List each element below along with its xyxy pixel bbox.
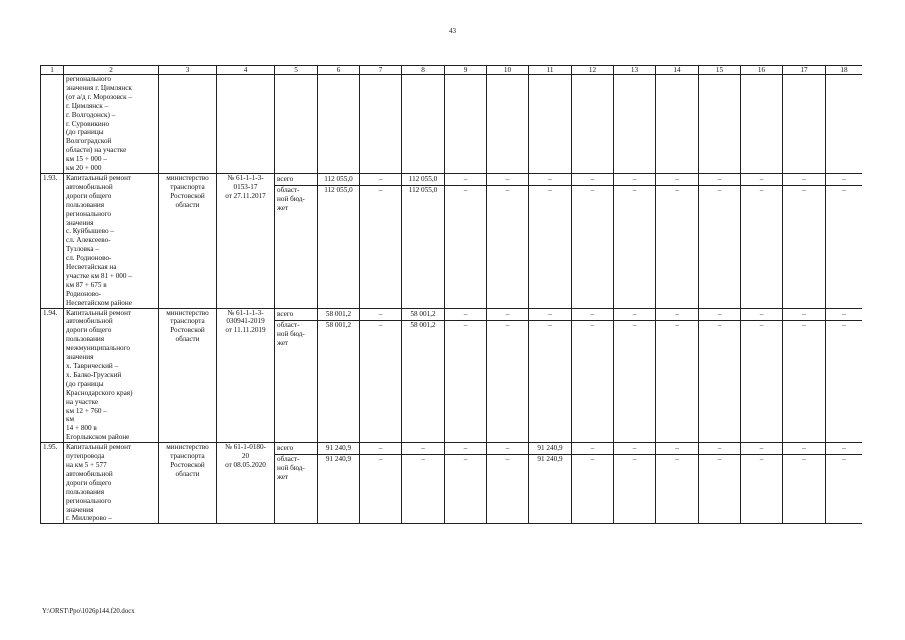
row-number: 1.95. bbox=[41, 443, 64, 524]
table-row bbox=[41, 443, 863, 524]
amount-budget: – bbox=[590, 185, 595, 194]
amount-total: – bbox=[826, 443, 862, 455]
amount-cell bbox=[360, 443, 402, 524]
amount-budget: – bbox=[632, 320, 637, 329]
amount-budget: – bbox=[802, 455, 806, 464]
source-budget-label: област- ной бюд- жет bbox=[277, 185, 305, 212]
amount-total: – bbox=[572, 174, 613, 186]
amount-budget: – bbox=[548, 320, 552, 329]
program-table bbox=[40, 65, 862, 524]
amount-total: – bbox=[614, 309, 655, 321]
empty-cell bbox=[529, 75, 572, 174]
amount-total: – bbox=[572, 309, 613, 321]
empty-cell bbox=[783, 75, 826, 174]
amount-budget: – bbox=[842, 320, 846, 329]
row-number: 1.94. bbox=[41, 308, 64, 443]
amount-budget: – bbox=[590, 320, 595, 329]
amount-cell bbox=[318, 173, 360, 308]
object-name-cell: Капитальный ремонт автомобильной дороги общего пользования регионального значения с. Куйбышево – сл. Алексеево- Тузловка – сл. Родионово- Несветайская на участке км 81 + 000 – км 87 + 675 в Родионово- Несветайском районе bbox=[64, 173, 159, 308]
amount-budget: 91 240,9 bbox=[537, 455, 563, 464]
amount-budget: – bbox=[675, 320, 679, 329]
header-cell: 2 bbox=[64, 66, 159, 75]
empty-cell bbox=[826, 75, 863, 174]
amount-total: – bbox=[445, 174, 486, 186]
object-name-cell: Капитальный ремонт автомобильной дороги общего пользования межмуниципального значения х. Таврический – х. Балко-Грузский (до границы Краснодарского края) на участке км 12 + 760 – км 14 + 800 в Егорлыкском районе bbox=[64, 308, 159, 443]
amount-total: – bbox=[445, 309, 486, 321]
header-cell: 10 bbox=[487, 66, 529, 75]
amount-cell bbox=[572, 443, 614, 524]
amount-cell bbox=[826, 308, 863, 443]
amount-budget: – bbox=[590, 455, 595, 464]
amount-budget: – bbox=[717, 320, 722, 329]
amount-total: – bbox=[529, 309, 571, 321]
amount-total: – bbox=[741, 443, 782, 455]
page-number: 43 bbox=[449, 27, 456, 35]
amount-cell bbox=[445, 443, 487, 524]
amount-total: – bbox=[445, 443, 486, 455]
file-path-footer: Y:\ORST\Ppo\1026p144.f20.docx bbox=[42, 608, 135, 615]
amount-budget: – bbox=[463, 185, 468, 194]
amount-total: – bbox=[360, 309, 401, 321]
header-cell: 9 bbox=[445, 66, 487, 75]
amount-total: – bbox=[783, 174, 825, 186]
amount-total: – bbox=[487, 309, 528, 321]
header-cell: 16 bbox=[741, 66, 783, 75]
amount-cell bbox=[360, 308, 402, 443]
header-cell: 17 bbox=[783, 66, 826, 75]
funding-source-cell bbox=[275, 173, 318, 308]
amount-budget: – bbox=[463, 320, 468, 329]
amount-budget: – bbox=[717, 455, 722, 464]
amount-cell bbox=[572, 308, 614, 443]
amount-cell bbox=[529, 173, 572, 308]
amount-budget: – bbox=[378, 320, 383, 329]
amount-total: – bbox=[699, 174, 740, 186]
amount-total: – bbox=[826, 174, 862, 186]
amount-budget: – bbox=[548, 185, 552, 194]
amount-cell bbox=[741, 443, 783, 524]
header-row bbox=[41, 66, 863, 75]
amount-cell bbox=[656, 308, 699, 443]
amount-total: 58 001,2 bbox=[318, 309, 359, 321]
amount-cell bbox=[783, 173, 826, 308]
empty-cell bbox=[318, 75, 360, 174]
source-total-label: всего bbox=[275, 309, 317, 321]
executor-cell: министерство транспорта Ростовской области bbox=[159, 308, 217, 443]
amount-cell bbox=[699, 173, 741, 308]
amount-total: 112 055,0 bbox=[402, 174, 444, 186]
amount-total: 91 240,9 bbox=[318, 443, 359, 455]
amount-total: – bbox=[614, 174, 655, 186]
amount-cell bbox=[699, 443, 741, 524]
amount-budget: – bbox=[802, 185, 806, 194]
amount-cell bbox=[529, 308, 572, 443]
empty-cell bbox=[159, 75, 217, 174]
continuation-row bbox=[41, 75, 863, 174]
source-budget-label: област- ной бюд- жет bbox=[277, 320, 305, 347]
amount-budget: – bbox=[378, 455, 383, 464]
amount-total: – bbox=[529, 174, 571, 186]
amount-cell bbox=[318, 443, 360, 524]
empty-cell bbox=[41, 75, 64, 174]
amount-budget: – bbox=[759, 185, 764, 194]
amount-cell bbox=[445, 173, 487, 308]
amount-budget: 91 240,9 bbox=[325, 455, 352, 464]
expertise-doc-cell: № 61-1-1-3- 030941-2019 от 11.11.2019 bbox=[217, 308, 275, 443]
executor-cell: министерство транспорта Ростовской области bbox=[159, 173, 217, 308]
table-row bbox=[41, 308, 863, 443]
amount-cell bbox=[402, 308, 445, 443]
source-budget-label: област- ной бюд- жет bbox=[277, 455, 305, 482]
amount-total: – bbox=[741, 174, 782, 186]
amount-total: – bbox=[783, 443, 825, 455]
funding-source-cell bbox=[275, 443, 318, 524]
amount-total: – bbox=[783, 309, 825, 321]
amount-budget: – bbox=[632, 185, 637, 194]
amount-budget: – bbox=[378, 185, 383, 194]
amount-budget: 112 055,0 bbox=[408, 185, 438, 194]
funding-source-cell bbox=[275, 308, 318, 443]
amount-total: 91 240,9 bbox=[529, 443, 571, 455]
amount-budget: – bbox=[505, 455, 510, 464]
amount-cell bbox=[699, 308, 741, 443]
header-cell: 5 bbox=[275, 66, 318, 75]
header-cell: 12 bbox=[572, 66, 614, 75]
header-cell: 8 bbox=[402, 66, 445, 75]
amount-total: – bbox=[826, 309, 862, 321]
amount-cell bbox=[656, 173, 699, 308]
empty-cell bbox=[572, 75, 614, 174]
empty-cell bbox=[360, 75, 402, 174]
header-cell: 18 bbox=[826, 66, 863, 75]
empty-cell bbox=[402, 75, 445, 174]
amount-budget: 112 055,0 bbox=[324, 185, 353, 194]
expertise-doc-cell: № 61-1-0180- 20 от 08.05.2020 bbox=[217, 443, 275, 524]
empty-cell bbox=[275, 75, 318, 174]
expertise-doc-cell: № 61-1-1-3- 0153-17 от 27.11.2017 bbox=[217, 173, 275, 308]
header-cell: 13 bbox=[614, 66, 656, 75]
amount-budget: – bbox=[421, 455, 425, 464]
amount-budget: – bbox=[842, 455, 846, 464]
amount-total: – bbox=[656, 309, 698, 321]
amount-budget: – bbox=[463, 455, 468, 464]
amount-cell bbox=[487, 443, 529, 524]
amount-cell bbox=[741, 308, 783, 443]
amount-total: – bbox=[656, 443, 698, 455]
header-cell: 14 bbox=[656, 66, 699, 75]
amount-budget: – bbox=[717, 185, 722, 194]
header-cell: 7 bbox=[360, 66, 402, 75]
amount-budget: – bbox=[802, 320, 806, 329]
header-cell: 11 bbox=[529, 66, 572, 75]
amount-total: – bbox=[699, 443, 740, 455]
amount-total: – bbox=[572, 443, 613, 455]
amount-cell bbox=[572, 173, 614, 308]
amount-budget: – bbox=[632, 455, 637, 464]
amount-total: – bbox=[360, 174, 401, 186]
amount-budget: – bbox=[675, 455, 679, 464]
empty-cell bbox=[741, 75, 783, 174]
empty-cell bbox=[487, 75, 529, 174]
amount-total: – bbox=[487, 443, 528, 455]
amount-total: – bbox=[402, 443, 444, 455]
amount-cell bbox=[614, 308, 656, 443]
amount-budget: – bbox=[842, 185, 846, 194]
header-cell: 1 bbox=[41, 66, 64, 75]
header-cell: 3 bbox=[159, 66, 217, 75]
amount-budget: – bbox=[505, 320, 510, 329]
amount-total: – bbox=[656, 174, 698, 186]
amount-cell bbox=[783, 308, 826, 443]
empty-cell bbox=[217, 75, 275, 174]
amount-total: – bbox=[487, 174, 528, 186]
header-cell: 4 bbox=[217, 66, 275, 75]
executor-cell: министерство транспорта Ростовской области bbox=[159, 443, 217, 524]
object-name-cell: Капитальный ремонт путепровода на км 5 + 577 автомобильной дороги общего пользования регионального значения г. Миллерово – bbox=[64, 443, 159, 524]
empty-cell bbox=[445, 75, 487, 174]
amount-cell bbox=[487, 308, 529, 443]
empty-cell bbox=[656, 75, 699, 174]
amount-cell bbox=[360, 173, 402, 308]
amount-cell bbox=[614, 443, 656, 524]
amount-total: – bbox=[741, 309, 782, 321]
amount-cell bbox=[614, 173, 656, 308]
amount-cell bbox=[783, 443, 826, 524]
amount-budget: 58 001,2 bbox=[325, 320, 352, 329]
amount-cell bbox=[741, 173, 783, 308]
amount-total: – bbox=[699, 309, 740, 321]
amount-cell bbox=[656, 443, 699, 524]
header-cell: 6 bbox=[318, 66, 360, 75]
row-number: 1.93. bbox=[41, 173, 64, 308]
amount-budget: – bbox=[759, 455, 764, 464]
amount-cell bbox=[445, 308, 487, 443]
program-table-wrapper bbox=[40, 65, 862, 602]
header-cell: 15 bbox=[699, 66, 741, 75]
amount-cell bbox=[402, 173, 445, 308]
amount-cell bbox=[318, 308, 360, 443]
amount-cell bbox=[487, 173, 529, 308]
amount-total: 58 001,2 bbox=[402, 309, 444, 321]
amount-budget: – bbox=[675, 185, 679, 194]
source-total-label: всего bbox=[275, 174, 317, 186]
amount-total: – bbox=[614, 443, 655, 455]
amount-cell bbox=[402, 443, 445, 524]
amount-budget: 58 001,2 bbox=[410, 320, 436, 329]
table-row bbox=[41, 173, 863, 308]
empty-cell bbox=[614, 75, 656, 174]
amount-total: – bbox=[360, 443, 401, 455]
source-total-label: всего bbox=[275, 443, 317, 455]
amount-total: 112 055,0 bbox=[318, 174, 359, 186]
amount-budget: – bbox=[759, 320, 764, 329]
amount-budget: – bbox=[505, 185, 510, 194]
amount-cell bbox=[826, 173, 863, 308]
amount-cell bbox=[826, 443, 863, 524]
empty-cell bbox=[699, 75, 741, 174]
object-name-cell: регионального значения г. Цимлянск (от а/д г. Морозовск – г. Цимлянск – г. Волгодонск) – г. Суровикино (до границы Волгоградской области) на участке км 15 + 000 – км 20 + 000 bbox=[64, 75, 159, 174]
amount-cell bbox=[529, 443, 572, 524]
